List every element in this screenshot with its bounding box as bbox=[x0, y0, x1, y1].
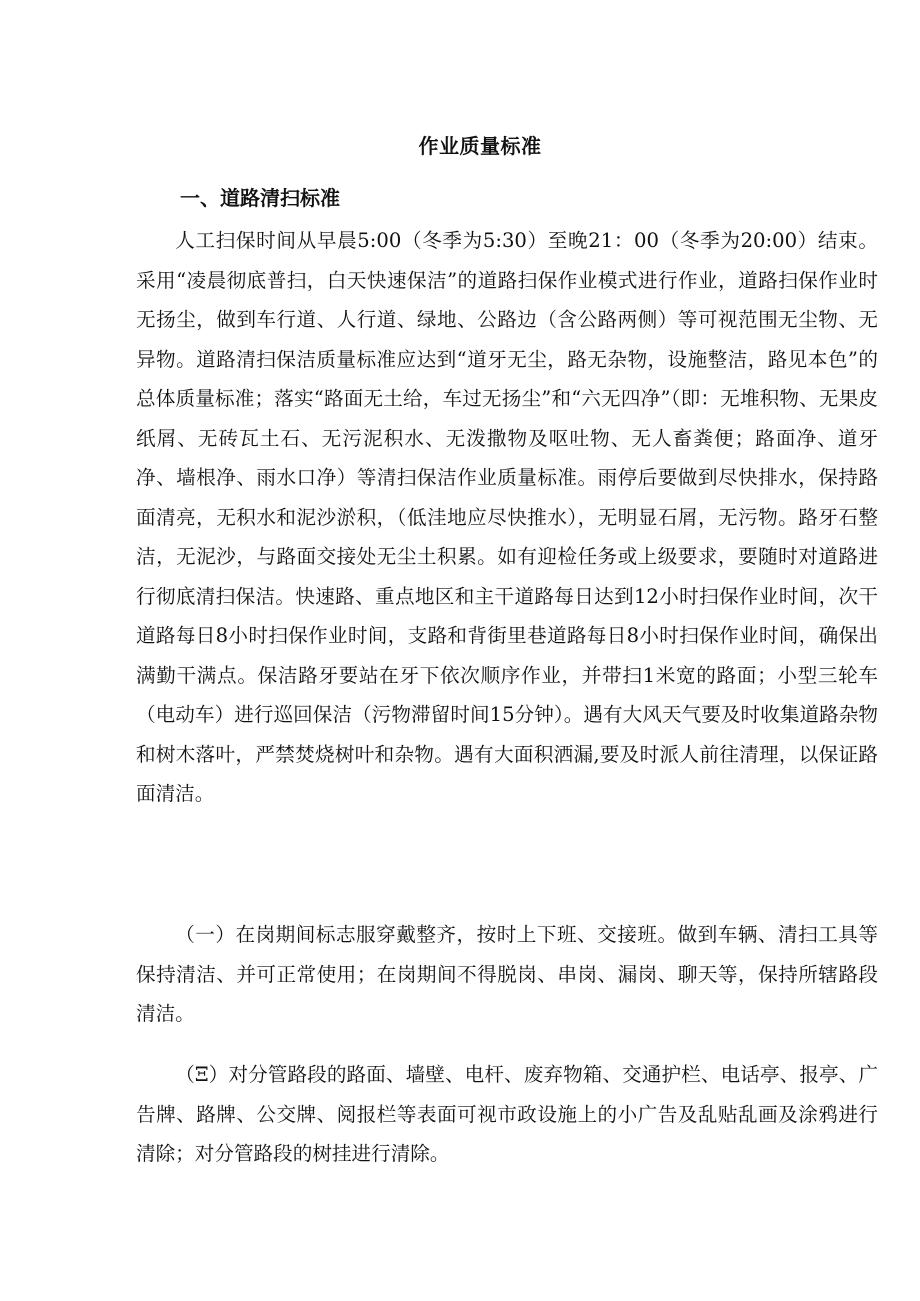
paragraph-road-sweeping-standard: 人工扫保时间从早晨5:00（冬季为5:30）至晚21：00（冬季为20:00）结束。采用“凌晨彻底普扫，白天快速保洁”的道路扫保作业模式进行作业，道路扫保作业时无扬尘，做到车行道、人行道、绿地、公路边（含公路两侧）等可视范围无尘物、无异物。道路清扫保洁质量标准应达到“道牙无尘，路无杂物，设施整洁，路见本色”的总体质量标准；落实“路面无土给，车过无扬尘”和“六无四净”（即：无堆积物、无果皮纸屑、无砖瓦土石、无污泥积水、无泼撒物及呕吐物、无人畜粪便；路面净、道牙净、墙根净、雨水口净）等清扫保洁作业质量标准。雨停后要做到尽快排水，保持路面清亮，无积水和泥沙淤积，（低洼地应尽快推水），无明显石屑，无污物。路牙石整洁，无泥沙，与路面交接处无尘土积累。如有迎检任务或上级要求，要随时对道路进行彻底清扫保洁。快速路、重点地区和主干道路每日达到12小时扫保作业时间，次干道路每日8小时扫保作业时间，支路和背街里巷道路每日8小时扫保作业时间，确保出满勤干满点。保洁路牙要站在牙下依次顺序作业，并带扫1米宽的路面；小型三轮车（电动车）进行巡回保洁（污物滞留时间15分钟）。遇有大风天气要及时收集道路杂物和树木落叶，严禁焚烧树叶和杂物。遇有大面积洒漏,要及时派人前往清理，以保证路面清洁。 bbox=[136, 229, 878, 805]
paragraph-item-1: （一）在岗期间标志服穿戴整齐，按时上下班、交接班。做到车辆、清扫工具等保持清洁、并可正常使用；在岗期间不得脱岗、串岗、漏岗、聊天等，保持所辖路段清洁。 bbox=[136, 923, 878, 1025]
paragraph-item-2: （Ξ）对分管路段的路面、墙壁、电杆、废弃物箱、交通护栏、电话亭、报亭、广告牌、路牌、公交牌、阅报栏等表面可视市政设施上的小广告及乱贴乱画及涂鸦进行清除；对分管路段的树挂进行清除。 bbox=[136, 1063, 878, 1165]
document-title: 作业质量标准 bbox=[418, 134, 542, 158]
section-heading: 一、道路清扫标准 bbox=[180, 186, 340, 210]
